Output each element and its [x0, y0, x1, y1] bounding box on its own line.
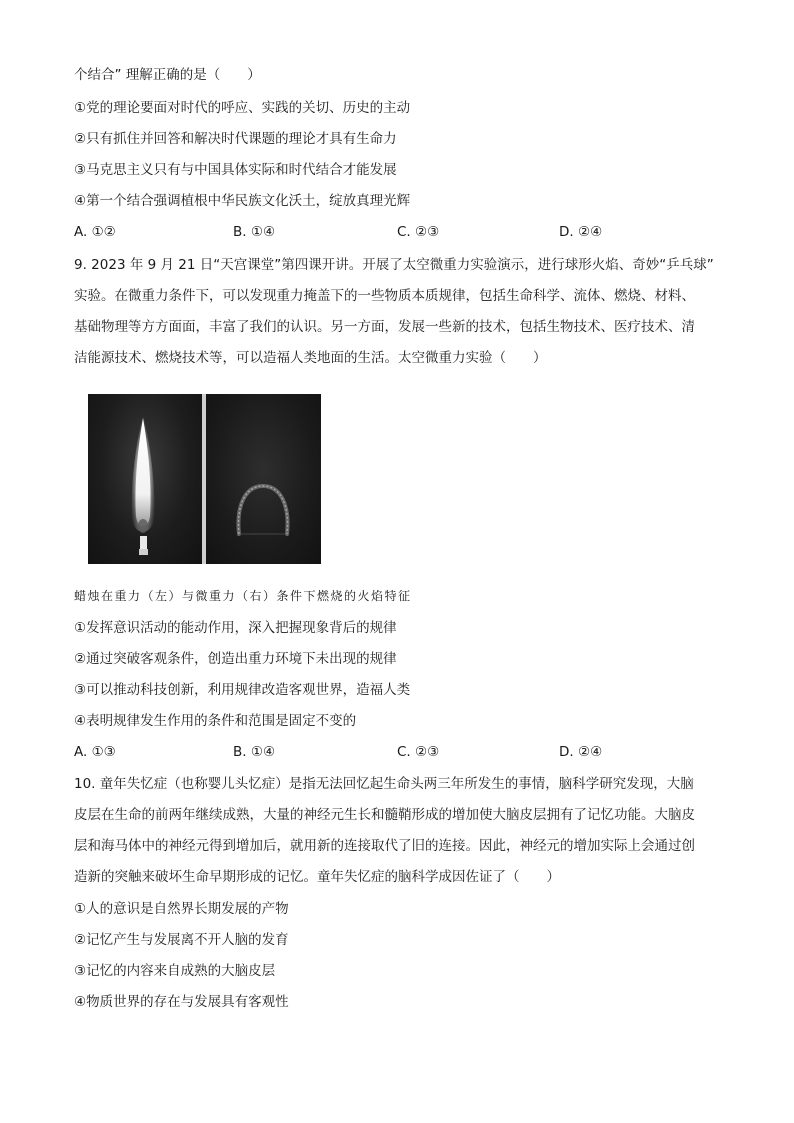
q9-option-d: D. ②④: [559, 744, 603, 760]
q8-item-1: ①党的理论要面对时代的呼应、实践的关切、历史的主动: [74, 100, 411, 116]
q8-option-d: D. ②④: [559, 224, 603, 240]
microgravity-flame-panel: [206, 394, 321, 564]
q8-stem-tail: 个结合” 理解正确的是（ ）: [74, 67, 261, 83]
q10-stem-line-2: 皮层在生命的前两年继续成熟，大量的神经元生长和髓鞘形成的增加使大脑皮层拥有了记忆功能。大脑皮: [74, 807, 695, 823]
q10-stem-line-1: 10. 童年失忆症（也称婴儿头忆症）是指无法回忆起生命头两三年所发生的事情，脑科学研究发现，大脑: [74, 776, 694, 792]
figure-caption: 蜡烛在重力（左）与微重力（右）条件下燃烧的火焰特征: [74, 589, 412, 603]
q9-option-c: C. ②③: [397, 744, 440, 760]
q8-item-2: ②只有抓住并回答和解决时代课题的理论才具有生命力: [74, 131, 397, 147]
q8-option-c: C. ②③: [397, 224, 440, 240]
elongated-flame-icon: [88, 394, 202, 564]
q8-option-b: B. ①④: [233, 224, 276, 240]
q9-item-4: ④表明规律发生作用的条件和范围是固定不变的: [74, 713, 357, 729]
q8-option-a: A. ①②: [74, 224, 116, 240]
candle-flame-photo: [88, 394, 321, 564]
q10-item-4: ④物质世界的存在与发展具有客观性: [74, 994, 289, 1010]
q9-stem-line-1: 9. 2023 年 9 月 21 日“天宫课堂”第四课开讲。开展了太空微重力实验演示，进行球形火焰、奇妙“乒乓球”: [74, 257, 714, 273]
q8-item-4: ④第一个结合强调植根中华民族文化沃土，绽放真理光辉: [74, 193, 411, 209]
q9-item-2: ②通过突破客观条件，创造出重力环境下未出现的规律: [74, 651, 397, 667]
gravity-flame-panel: [88, 394, 202, 564]
q9-option-a: A. ①③: [74, 744, 116, 760]
q10-stem-line-4: 造新的突触来破坏生命早期形成的记忆。童年失忆症的脑科学成因佐证了（ ）: [74, 869, 560, 885]
q10-item-2: ②记忆产生与发展离不开人脑的发育: [74, 932, 289, 948]
q9-item-1: ①发挥意识活动的能动作用，深入把握现象背后的规律: [74, 620, 397, 636]
q9-option-b: B. ①④: [233, 744, 276, 760]
q9-stem-line-4: 洁能源技术、燃烧技术等，可以造福人类地面的生活。太空微重力实验（ ）: [74, 350, 547, 366]
q9-stem-line-3: 基础物理等方方面面，丰富了我们的认识。另一方面，发展一些新的技术，包括生物技术、医疗技术、清: [74, 319, 695, 335]
q9-stem-line-2: 实验。在微重力条件下，可以发现重力掩盖下的一些物质本质规律，包括生命科学、流体、燃烧、材料、: [74, 288, 695, 304]
spherical-flame-icon: [206, 394, 321, 564]
q8-item-3: ③马克思主义只有与中国具体实际和时代结合才能发展: [74, 162, 397, 178]
q10-stem-line-3: 层和海马体中的神经元得到增加后，就用新的连接取代了旧的连接。因此，神经元的增加实际上会通过创: [74, 838, 695, 854]
q10-item-3: ③记忆的内容来自成熟的大脑皮层: [74, 963, 276, 979]
q9-item-3: ③可以推动科技创新，利用规律改造客观世界，造福人类: [74, 682, 411, 698]
q10-item-1: ①人的意识是自然界长期发展的产物: [74, 901, 289, 917]
